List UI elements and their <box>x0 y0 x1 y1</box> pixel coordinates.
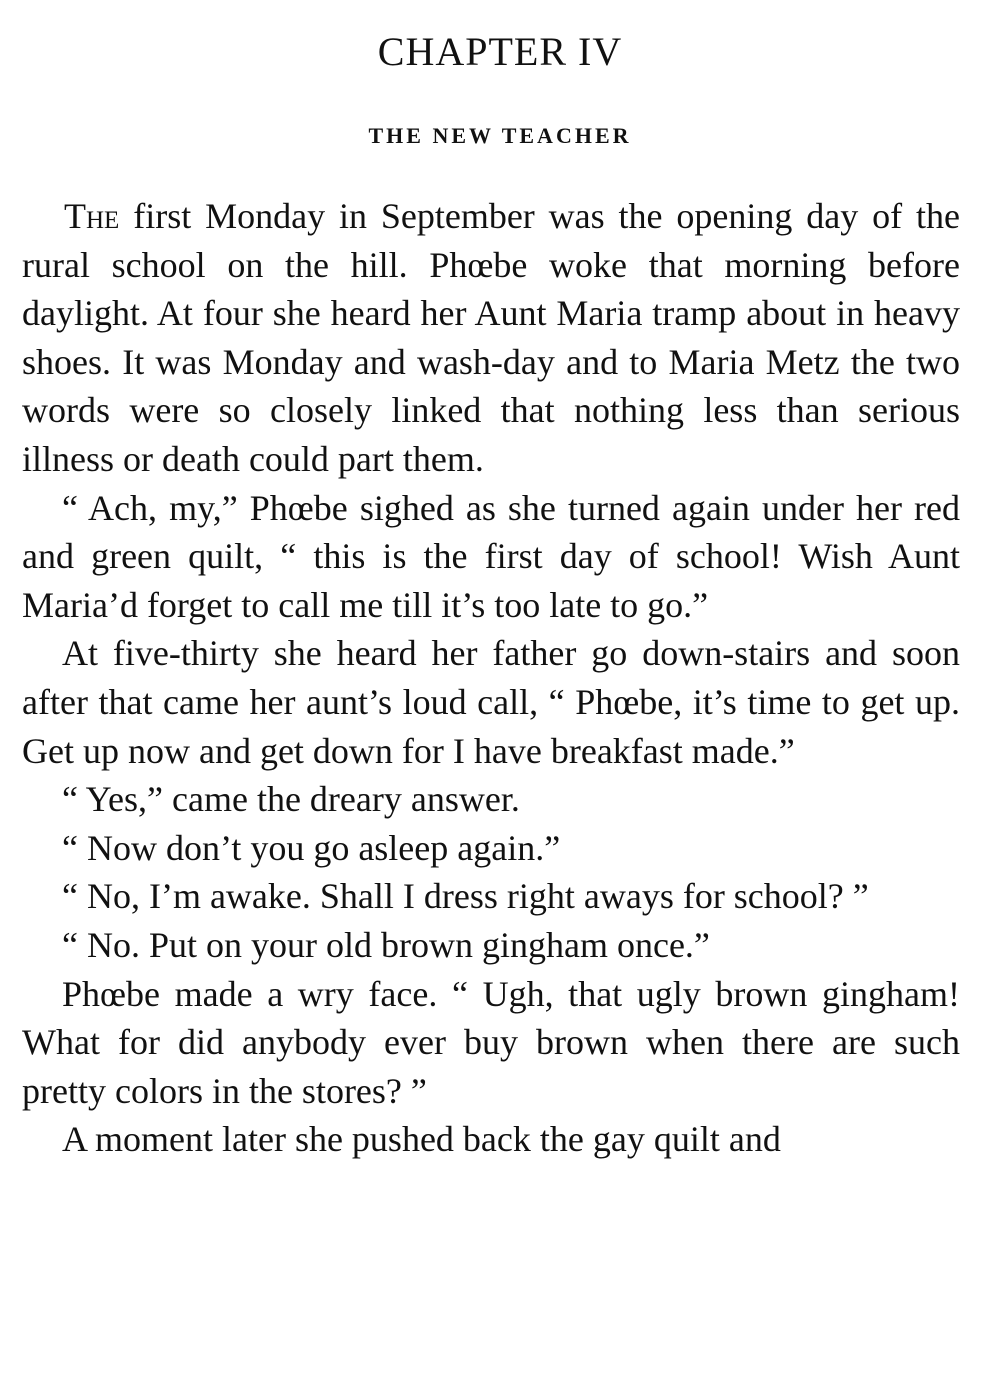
paragraph: “ No, I’m awake. Shall I dress right aways for school? ” <box>62 876 869 917</box>
paragraph: “ Now don’t you go asleep again.” <box>62 827 561 868</box>
chapter-title: THE NEW TEACHER <box>368 123 632 148</box>
paragraph: “ Ach, my,” Phœbe sighed as she turned again under her red and green quilt, “ this is the first day of school! Wish Aunt Maria’d forget to call me till it’s too late to go.” <box>22 487 960 625</box>
chapter-body <box>22 192 960 1164</box>
chapter-heading: CHAPTER IV <box>377 29 623 74</box>
paragraph: “ Yes,” came the dreary answer. <box>62 779 520 820</box>
paragraph: Phœbe made a wry face. “ Ugh, that ugly brown gingham! What for did anybody ever buy brown when there are such pretty colors in the stores? ” <box>22 973 960 1111</box>
opening-paragraph-text: first Monday in September was the opening day of the rural school on the hill. Phœbe woke that morning before daylight. At four she heard her Aunt Maria tramp about in heavy shoes. It was Monday and wash-day and to Maria Metz the two words were so closely linked that nothing less than serious illness or death could part them. <box>22 196 960 479</box>
paragraph: At five-thirty she heard her father go down-stairs and soon after that came her aunt’s loud call, “ Phœbe, it’s time to get up. Get up now and get down for I have breakfast made.” <box>22 633 960 771</box>
paragraph-opening <box>22 192 960 484</box>
paragraph: “ No. Put on your old brown gingham once.” <box>62 924 710 965</box>
opening-word: The <box>64 196 120 236</box>
paragraph-last: A moment later she pushed back the gay quilt and <box>62 1119 781 1160</box>
